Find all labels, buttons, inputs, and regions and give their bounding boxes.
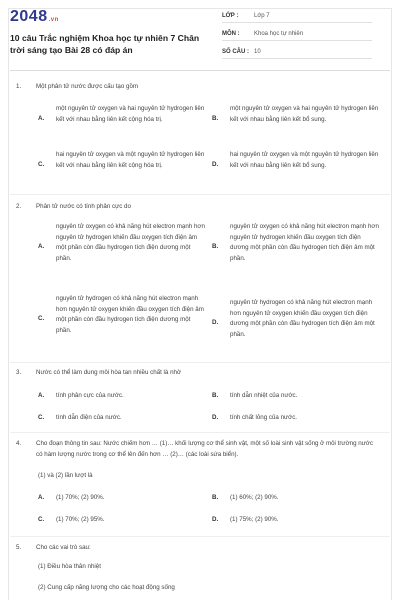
- meta-row-count: SỐ CÂU : 10: [222, 46, 372, 59]
- option-3b[interactable]: B. tính dẫn nhiệt của nước.: [212, 392, 298, 399]
- exam-meta: [222, 10, 372, 64]
- question-5-item: (2) Cung cấp năng lượng cho các hoạt động sống: [38, 584, 175, 591]
- meta-row-grade: LỚP : Lớp 7: [222, 10, 372, 23]
- option-1d[interactable]: D. hai nguyên tử oxygen và một nguyên tử hydrogen liên kết với nhau bằng liên kết bổ sung.: [212, 151, 379, 169]
- option-1c[interactable]: C. hai nguyên tử oxygen và một nguyên tử hydrogen liên kết với nhau bằng liên kết cộng hóa trị.: [38, 151, 205, 169]
- option-2a[interactable]: A. nguyên tử oxygen có khả năng hút electron mạnh hơn nguyên tử hydrogen khiến đầu oxygen tích điện âm một phần còn đầu hydrogen tích điện dương một phần.: [38, 223, 205, 262]
- page-title: 10 câu Trắc nghiệm Khoa học tự nhiên 7 Chân trời sáng tạo Bài 28 có đáp án: [10, 33, 200, 55]
- option-1b[interactable]: B. một nguyên tử oxygen và hai nguyên tử hydrogen liên kết với nhau bằng liên kết bổ sung.: [212, 105, 379, 123]
- option-3c[interactable]: C. tính dẫn điện của nước.: [38, 414, 122, 421]
- option-3a[interactable]: A. tính phân cực của nước.: [38, 392, 124, 399]
- header-divider: [10, 70, 390, 71]
- question-5: 5. Cho các vai trò sau:: [16, 544, 91, 551]
- site-logo[interactable]: 2048.vn: [10, 8, 59, 25]
- option-4b[interactable]: B. (1) 60%; (2) 90%.: [212, 494, 279, 501]
- question-3: 3. Nước có thể làm dung môi hòa tan nhiều chất là nhờ: [16, 369, 182, 376]
- question-4: 4. Cho đoạn thông tin sau: Nước chiếm hơn … (1)… khối lượng cơ thể sinh vật, một số loài sinh vật sống ở môi trường nước có hàm lượng nước trong cơ thể lên đến hơn … (2)… (các loài sứa biển).: [16, 440, 373, 458]
- option-2c[interactable]: C. nguyên tử hydrogen có khả năng hút electron mạnh hơn nguyên tử oxygen khiến đầu oxygen tích điện âm một phần còn đầu hydrogen tích điện dương một phần.: [38, 295, 204, 334]
- question-2: 2. Phân tử nước có tính phân cực do: [16, 203, 131, 210]
- option-4a[interactable]: A. (1) 70%; (2) 90%.: [38, 494, 105, 501]
- question-divider: [10, 362, 390, 363]
- option-2b[interactable]: B. nguyên tử oxygen có khả năng hút electron mạnh hơn nguyên tử hydrogen khiến đầu oxygen tích điện dương một phần còn đầu hydrogen tích điện âm một phần.: [212, 223, 379, 262]
- option-1a[interactable]: A. một nguyên tử oxygen và hai nguyên tử hydrogen liên kết với nhau bằng liên kết cộng hóa trị.: [38, 105, 205, 123]
- question-4-prompt: (1) và (2) lần lượt là: [38, 472, 93, 479]
- option-4c[interactable]: C. (1) 70%; (2) 95%.: [38, 516, 105, 523]
- question-divider: [10, 536, 390, 537]
- meta-row-subject: MÔN : Khoa học tự nhiên: [222, 28, 372, 41]
- question-divider: [10, 194, 390, 195]
- question-5-item: (1) Điều hòa thân nhiệt: [38, 563, 101, 570]
- question-1: 1. Một phân tử nước được cấu tạo gồm: [16, 83, 139, 90]
- option-2d[interactable]: D. nguyên tử hydrogen có khả năng hút electron mạnh hơn nguyên tử oxygen khiến đầu oxygen tích điện dương một phần còn đầu hydrogen tích điện âm một phần.: [212, 299, 375, 338]
- question-divider: [10, 432, 390, 433]
- option-4d[interactable]: D. (1) 75%; (2) 90%.: [212, 516, 279, 523]
- option-3d[interactable]: D. tính chất lỏng của nước.: [212, 414, 298, 421]
